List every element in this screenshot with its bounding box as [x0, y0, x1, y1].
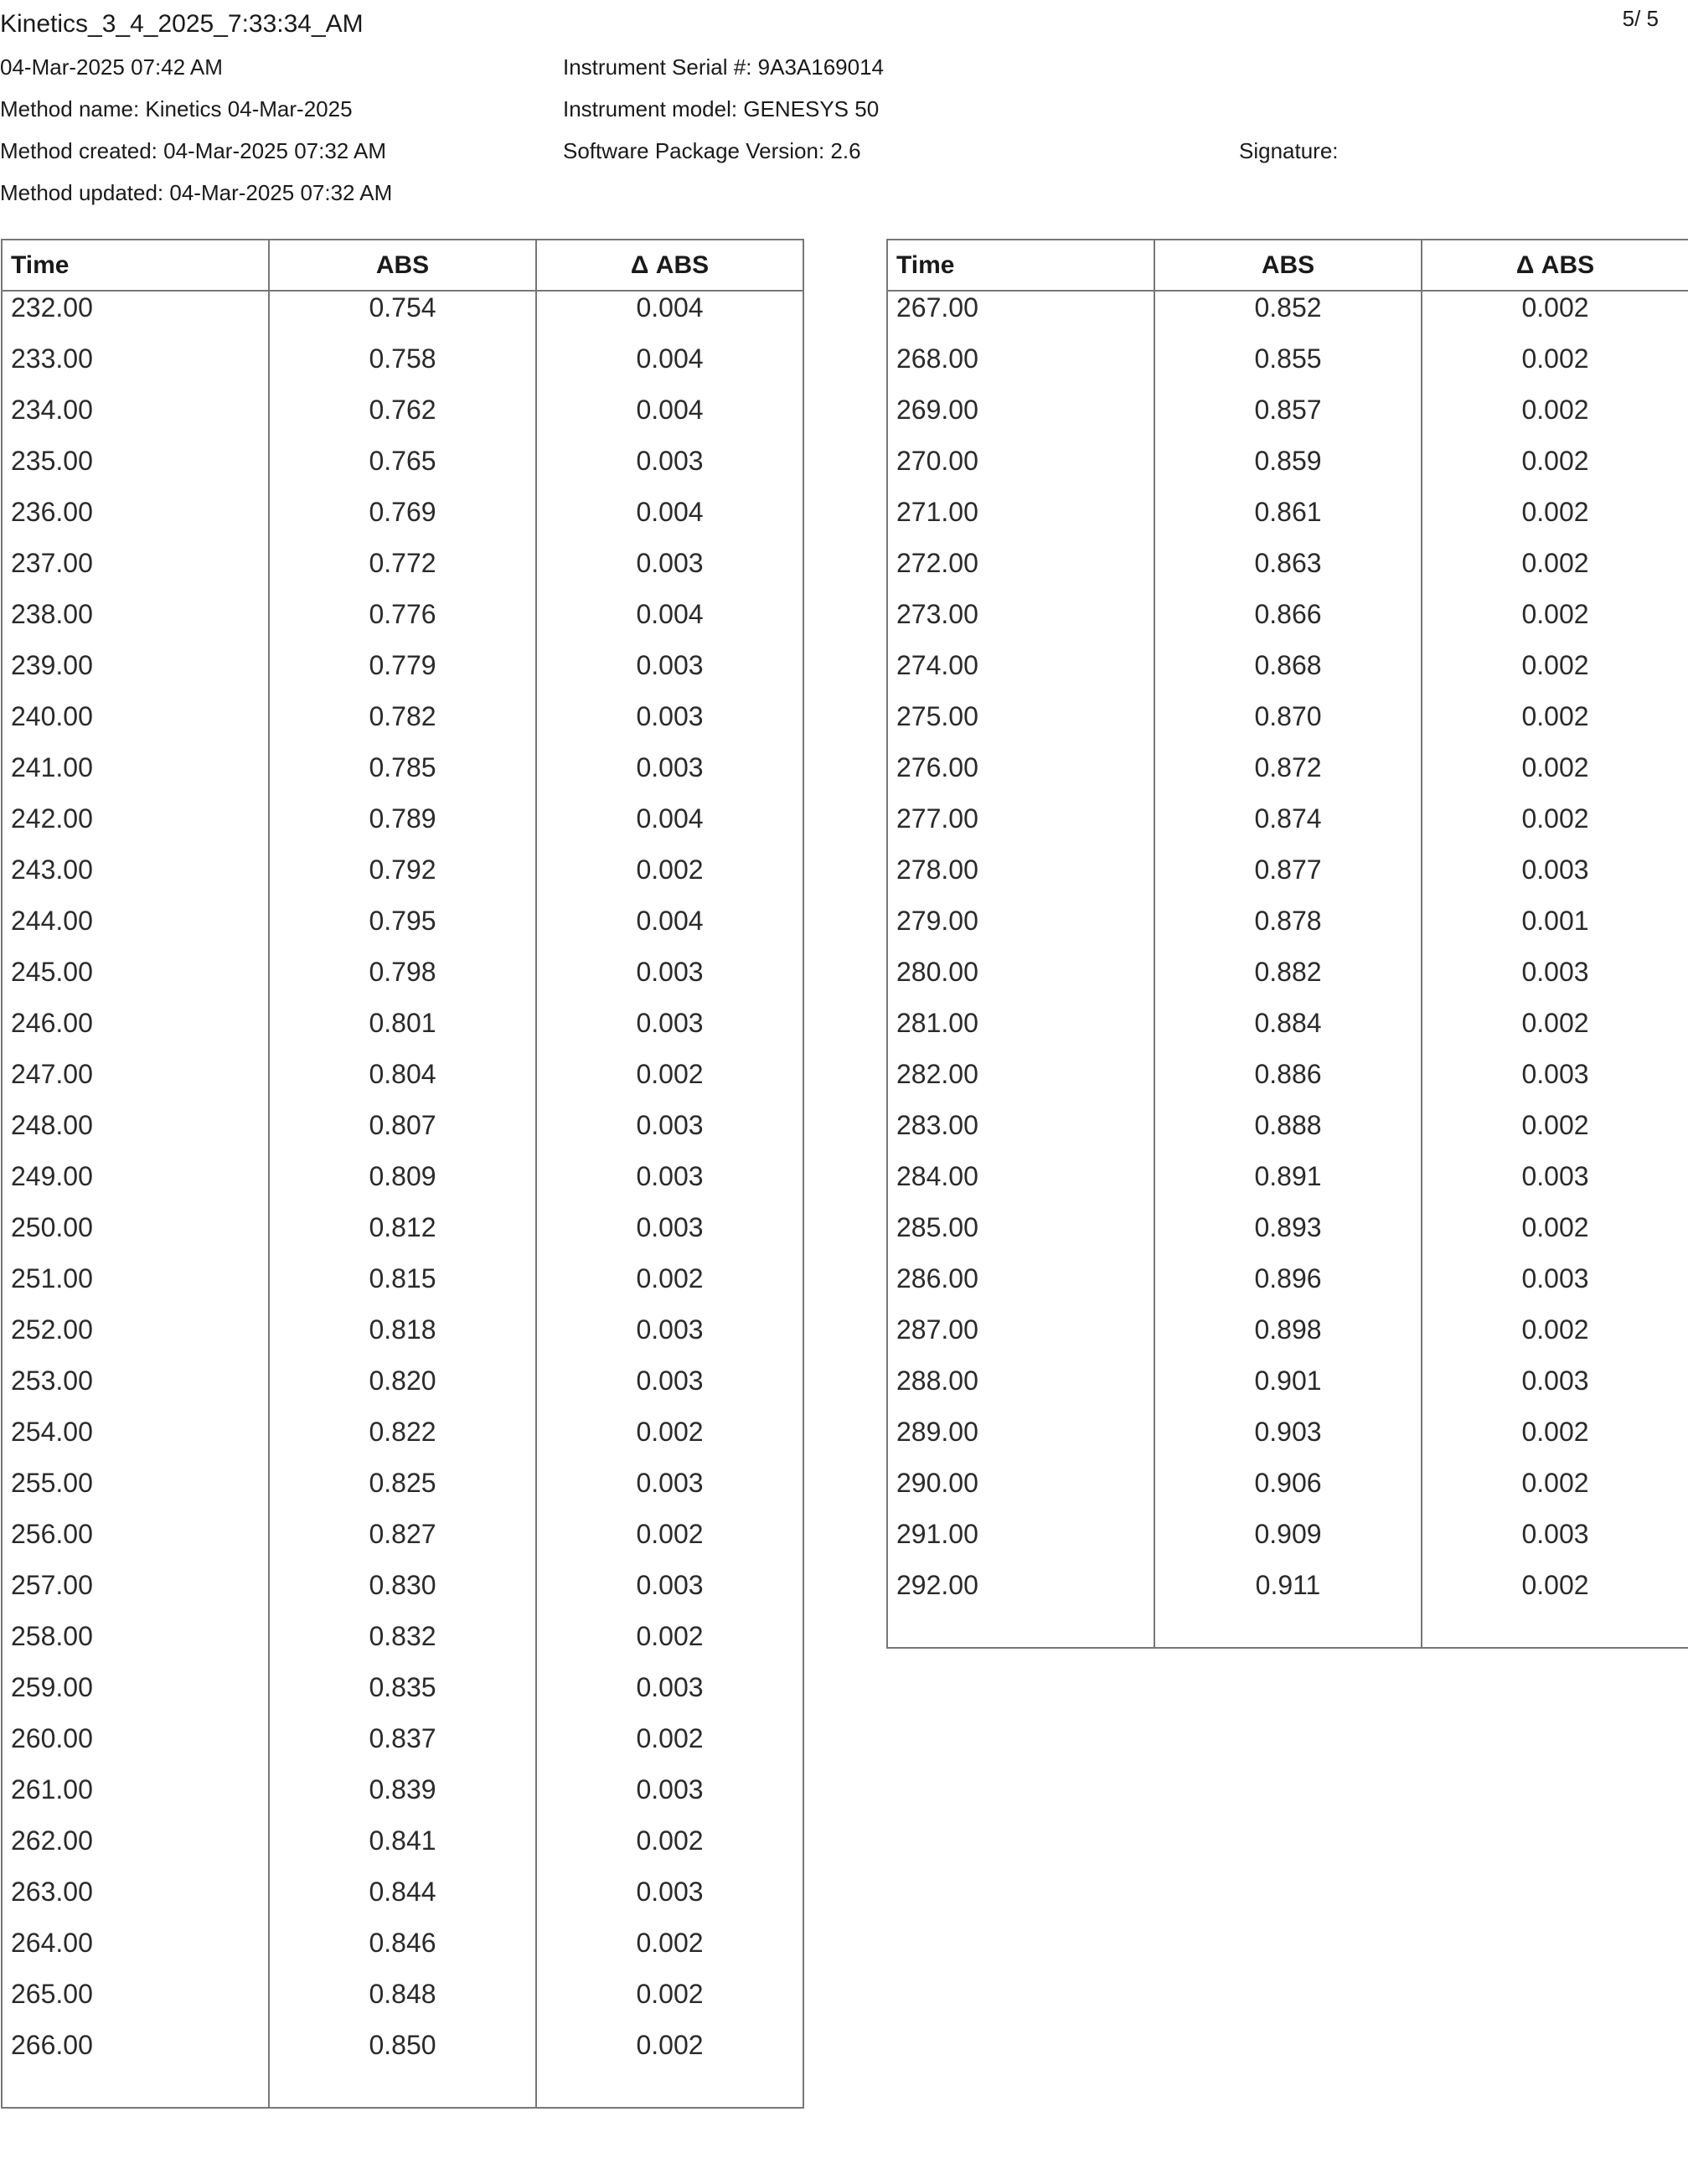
abs-cell: 0.877 — [1154, 854, 1422, 905]
table-row — [2, 1722, 803, 1774]
time-cell: 252.00 — [11, 1314, 93, 1345]
delta-abs-cell: 0.002 — [1422, 1007, 1688, 1058]
abs-cell: 0.792 — [269, 854, 536, 905]
time-cell: 253.00 — [11, 1366, 93, 1396]
table-body-left — [2, 291, 803, 2108]
table-row — [2, 598, 803, 649]
abs-cell: 0.769 — [269, 496, 536, 547]
table-row — [2, 956, 803, 1007]
delta-abs-cell: 0.003 — [536, 1007, 803, 1058]
abs-cell: 0.795 — [269, 905, 536, 956]
time-cell: 247.00 — [11, 1059, 93, 1089]
table-row — [2, 1058, 803, 1109]
delta-abs-cell: 0.002 — [1422, 547, 1688, 598]
time-cell: 241.00 — [11, 752, 93, 782]
table-row — [887, 1160, 1688, 1211]
abs-cell: 0.835 — [269, 1671, 536, 1722]
delta-abs-cell: 0.003 — [536, 1876, 803, 1927]
delta-abs-cell: 0.004 — [536, 394, 803, 445]
time-cell: 274.00 — [896, 650, 978, 680]
table-row — [887, 394, 1688, 445]
delta-abs-cell: 0.002 — [536, 1825, 803, 1876]
abs-cell: 0.866 — [1154, 598, 1422, 649]
time-cell: 290.00 — [896, 1468, 978, 1498]
column-header-abs: ABS — [269, 240, 536, 291]
abs-cell: 0.855 — [1154, 343, 1422, 394]
column-header-delta-abs: Δ ABS — [1422, 240, 1688, 291]
table-row — [2, 291, 803, 343]
time-cell: 273.00 — [896, 599, 978, 629]
method-name: Method name: Kinetics 04-Mar-2025 — [0, 96, 353, 121]
table-row — [2, 751, 803, 803]
time-cell: 269.00 — [896, 395, 978, 425]
delta-abs-cell: 0.002 — [1422, 803, 1688, 854]
table-row — [2, 1518, 803, 1569]
time-cell: 240.00 — [11, 701, 93, 731]
report-timestamp: 04-Mar-2025 07:42 AM — [0, 54, 223, 80]
time-cell: 239.00 — [11, 650, 93, 680]
table-row — [2, 496, 803, 547]
table-row — [887, 854, 1688, 905]
table-row — [2, 1211, 803, 1262]
abs-cell: 0.782 — [269, 700, 536, 751]
delta-abs-cell: 0.002 — [1422, 1211, 1688, 1262]
table-row — [887, 1109, 1688, 1160]
table-row — [2, 1262, 803, 1314]
table-row — [887, 1211, 1688, 1262]
table-row — [2, 445, 803, 496]
delta-abs-cell: 0.002 — [1422, 700, 1688, 751]
table-row — [2, 394, 803, 445]
abs-cell: 0.891 — [1154, 1160, 1422, 1211]
time-cell: 236.00 — [11, 497, 93, 527]
delta-abs-cell: 0.003 — [536, 751, 803, 803]
delta-abs-cell: 0.002 — [536, 1978, 803, 2029]
table-row — [2, 1160, 803, 1211]
delta-abs-cell: 0.004 — [536, 803, 803, 854]
abs-cell: 0.846 — [269, 1927, 536, 1978]
time-cell: 264.00 — [11, 1928, 93, 1958]
delta-abs-cell: 0.002 — [1422, 343, 1688, 394]
table-row — [2, 547, 803, 598]
abs-cell: 0.896 — [1154, 1262, 1422, 1314]
delta-abs-cell: 0.004 — [536, 291, 803, 343]
empty-cell — [887, 1620, 1154, 1648]
table-bottom-padding — [887, 1620, 1688, 1648]
delta-abs-cell: 0.003 — [1422, 1365, 1688, 1416]
delta-abs-cell: 0.004 — [536, 496, 803, 547]
abs-cell: 0.804 — [269, 1058, 536, 1109]
delta-abs-cell: 0.003 — [536, 1467, 803, 1518]
table-row — [887, 803, 1688, 854]
time-cell: 278.00 — [896, 854, 978, 885]
abs-cell: 0.863 — [1154, 547, 1422, 598]
column-header-time: Time — [887, 240, 1154, 291]
delta-abs-cell: 0.002 — [1422, 1467, 1688, 1518]
table-row — [887, 649, 1688, 700]
time-cell: 291.00 — [896, 1519, 978, 1549]
abs-cell: 0.837 — [269, 1722, 536, 1774]
abs-cell: 0.762 — [269, 394, 536, 445]
abs-cell: 0.779 — [269, 649, 536, 700]
delta-abs-cell: 0.003 — [536, 1109, 803, 1160]
time-cell: 283.00 — [896, 1110, 978, 1140]
table-row — [2, 1825, 803, 1876]
abs-cell: 0.776 — [269, 598, 536, 649]
table-row — [2, 1109, 803, 1160]
time-cell: 267.00 — [896, 292, 978, 323]
abs-cell: 0.878 — [1154, 905, 1422, 956]
time-cell: 234.00 — [11, 395, 93, 425]
time-cell: 257.00 — [11, 1570, 93, 1600]
table-row — [887, 956, 1688, 1007]
time-cell: 256.00 — [11, 1519, 93, 1549]
time-cell: 276.00 — [896, 752, 978, 782]
table-row — [887, 751, 1688, 803]
table-row — [2, 1569, 803, 1620]
abs-cell: 0.812 — [269, 1211, 536, 1262]
abs-cell: 0.911 — [1154, 1569, 1422, 1620]
abs-cell: 0.754 — [269, 291, 536, 343]
table-row — [2, 1978, 803, 2029]
abs-cell: 0.888 — [1154, 1109, 1422, 1160]
delta-abs-cell: 0.003 — [536, 1774, 803, 1825]
table-row — [887, 1365, 1688, 1416]
delta-abs-cell: 0.002 — [536, 1620, 803, 1671]
time-cell: 250.00 — [11, 1212, 93, 1242]
abs-cell: 0.815 — [269, 1262, 536, 1314]
time-cell: 245.00 — [11, 957, 93, 987]
table-row — [887, 1518, 1688, 1569]
delta-abs-cell: 0.002 — [536, 854, 803, 905]
delta-abs-cell: 0.002 — [536, 2029, 803, 2080]
abs-cell: 0.758 — [269, 343, 536, 394]
time-cell: 286.00 — [896, 1263, 978, 1293]
time-cell: 272.00 — [896, 548, 978, 578]
time-cell: 261.00 — [11, 1774, 93, 1805]
abs-cell: 0.868 — [1154, 649, 1422, 700]
time-cell: 242.00 — [11, 803, 93, 834]
table-row — [2, 649, 803, 700]
time-cell: 249.00 — [11, 1161, 93, 1191]
delta-abs-cell: 0.003 — [1422, 956, 1688, 1007]
instrument-model: Instrument model: GENESYS 50 — [563, 96, 880, 121]
delta-abs-cell: 0.002 — [1422, 1109, 1688, 1160]
table-row — [887, 496, 1688, 547]
abs-cell: 0.807 — [269, 1109, 536, 1160]
abs-cell: 0.901 — [1154, 1365, 1422, 1416]
delta-abs-cell: 0.003 — [536, 445, 803, 496]
abs-cell: 0.839 — [269, 1774, 536, 1825]
delta-abs-cell: 0.003 — [536, 1569, 803, 1620]
time-cell: 265.00 — [11, 1979, 93, 2009]
abs-cell: 0.857 — [1154, 394, 1422, 445]
time-cell: 232.00 — [11, 292, 93, 323]
abs-cell: 0.850 — [269, 2029, 536, 2080]
time-cell: 270.00 — [896, 446, 978, 476]
table-row — [887, 1314, 1688, 1365]
delta-abs-cell: 0.002 — [536, 1262, 803, 1314]
delta-abs-cell: 0.002 — [536, 1927, 803, 1978]
table-row — [2, 1365, 803, 1416]
abs-cell: 0.906 — [1154, 1467, 1422, 1518]
time-cell: 260.00 — [11, 1723, 93, 1753]
delta-abs-cell: 0.002 — [1422, 1569, 1688, 1620]
abs-cell: 0.830 — [269, 1569, 536, 1620]
abs-cell: 0.886 — [1154, 1058, 1422, 1109]
table-body-right — [887, 291, 1688, 1648]
delta-abs-cell: 0.003 — [1422, 1160, 1688, 1211]
time-cell: 238.00 — [11, 599, 93, 629]
delta-abs-cell: 0.003 — [1422, 1058, 1688, 1109]
table-row — [2, 1620, 803, 1671]
table-row — [2, 1467, 803, 1518]
delta-abs-cell: 0.003 — [536, 1671, 803, 1722]
time-cell: 233.00 — [11, 343, 93, 374]
time-cell: 235.00 — [11, 446, 93, 476]
time-cell: 266.00 — [11, 2030, 93, 2060]
delta-abs-cell: 0.002 — [1422, 598, 1688, 649]
delta-abs-cell: 0.002 — [536, 1722, 803, 1774]
delta-abs-cell: 0.002 — [1422, 291, 1688, 343]
delta-abs-cell: 0.001 — [1422, 905, 1688, 956]
table-row — [887, 1058, 1688, 1109]
abs-cell: 0.903 — [1154, 1416, 1422, 1467]
table-row — [2, 1007, 803, 1058]
abs-cell: 0.859 — [1154, 445, 1422, 496]
delta-abs-cell: 0.002 — [1422, 1314, 1688, 1365]
time-cell: 268.00 — [896, 343, 978, 374]
page-number: 5/ 5 — [1622, 6, 1659, 31]
table-row — [2, 854, 803, 905]
abs-cell: 0.789 — [269, 803, 536, 854]
time-cell: 254.00 — [11, 1417, 93, 1447]
table-row — [887, 547, 1688, 598]
table-row — [887, 1007, 1688, 1058]
delta-abs-cell: 0.003 — [536, 1365, 803, 1416]
delta-abs-cell: 0.004 — [536, 905, 803, 956]
table-row — [887, 1262, 1688, 1314]
empty-cell — [269, 2080, 536, 2108]
abs-cell: 0.898 — [1154, 1314, 1422, 1365]
abs-cell: 0.852 — [1154, 291, 1422, 343]
abs-cell: 0.882 — [1154, 956, 1422, 1007]
time-cell: 288.00 — [896, 1366, 978, 1396]
table-row — [2, 1314, 803, 1365]
time-cell: 282.00 — [896, 1059, 978, 1089]
empty-cell — [536, 2080, 803, 2108]
delta-abs-cell: 0.002 — [536, 1518, 803, 1569]
table-row — [887, 598, 1688, 649]
delta-abs-cell: 0.002 — [536, 1416, 803, 1467]
abs-cell: 0.872 — [1154, 751, 1422, 803]
delta-abs-cell: 0.002 — [1422, 1416, 1688, 1467]
time-cell: 237.00 — [11, 548, 93, 578]
column-header-delta-abs: Δ ABS — [536, 240, 803, 291]
abs-cell: 0.785 — [269, 751, 536, 803]
time-cell: 289.00 — [896, 1417, 978, 1447]
abs-cell: 0.825 — [269, 1467, 536, 1518]
delta-abs-cell: 0.002 — [1422, 496, 1688, 547]
empty-cell — [1154, 1620, 1422, 1648]
abs-cell: 0.848 — [269, 1978, 536, 2029]
delta-abs-cell: 0.002 — [536, 1058, 803, 1109]
time-cell: 279.00 — [896, 906, 978, 936]
delta-abs-cell: 0.003 — [536, 1160, 803, 1211]
abs-cell: 0.844 — [269, 1876, 536, 1927]
delta-abs-cell: 0.002 — [1422, 445, 1688, 496]
abs-cell: 0.893 — [1154, 1211, 1422, 1262]
table-row — [2, 905, 803, 956]
empty-cell — [1422, 1620, 1688, 1648]
table-row — [887, 1416, 1688, 1467]
delta-abs-cell: 0.002 — [1422, 751, 1688, 803]
time-cell: 244.00 — [11, 906, 93, 936]
time-cell: 263.00 — [11, 1877, 93, 1907]
column-header-time: Time — [2, 240, 269, 291]
time-cell: 281.00 — [896, 1008, 978, 1038]
abs-cell: 0.884 — [1154, 1007, 1422, 1058]
abs-cell: 0.765 — [269, 445, 536, 496]
delta-abs-cell: 0.003 — [536, 649, 803, 700]
abs-cell: 0.798 — [269, 956, 536, 1007]
abs-cell: 0.801 — [269, 1007, 536, 1058]
time-cell: 246.00 — [11, 1008, 93, 1038]
delta-abs-cell: 0.003 — [1422, 1262, 1688, 1314]
signature-label: Signature: — [1239, 138, 1339, 163]
instrument-serial: Instrument Serial #: 9A3A169014 — [563, 54, 885, 80]
table-row — [2, 1774, 803, 1825]
time-cell: 243.00 — [11, 854, 93, 885]
delta-abs-cell: 0.004 — [536, 343, 803, 394]
time-cell: 280.00 — [896, 957, 978, 987]
table-row — [2, 1876, 803, 1927]
table-row — [887, 1467, 1688, 1518]
table-bottom-padding — [2, 2080, 803, 2108]
time-cell: 287.00 — [896, 1314, 978, 1345]
delta-abs-cell: 0.003 — [1422, 854, 1688, 905]
data-table-left — [1, 239, 804, 2109]
time-cell: 259.00 — [11, 1672, 93, 1702]
abs-cell: 0.861 — [1154, 496, 1422, 547]
empty-cell — [2, 2080, 269, 2108]
time-cell: 277.00 — [896, 803, 978, 834]
table-row — [887, 445, 1688, 496]
table-row — [2, 1416, 803, 1467]
software-version: Software Package Version: 2.6 — [563, 138, 861, 163]
document-title: Kinetics_3_4_2025_7:33:34_AM — [0, 10, 364, 38]
delta-abs-cell: 0.002 — [1422, 394, 1688, 445]
method-updated: Method updated: 04-Mar-2025 07:32 AM — [0, 180, 393, 205]
time-cell: 271.00 — [896, 497, 978, 527]
abs-cell: 0.827 — [269, 1518, 536, 1569]
delta-abs-cell: 0.002 — [1422, 649, 1688, 700]
time-cell: 248.00 — [11, 1110, 93, 1140]
table-row — [887, 905, 1688, 956]
delta-abs-cell: 0.004 — [536, 598, 803, 649]
table-row — [2, 1671, 803, 1722]
delta-abs-cell: 0.003 — [536, 547, 803, 598]
column-header-abs: ABS — [1154, 240, 1422, 291]
time-cell: 255.00 — [11, 1468, 93, 1498]
table-row — [2, 803, 803, 854]
abs-cell: 0.832 — [269, 1620, 536, 1671]
abs-cell: 0.820 — [269, 1365, 536, 1416]
data-table-right — [886, 239, 1688, 1649]
table-row — [2, 700, 803, 751]
abs-cell: 0.841 — [269, 1825, 536, 1876]
delta-abs-cell: 0.003 — [536, 1211, 803, 1262]
table-row — [887, 700, 1688, 751]
table-row — [2, 2029, 803, 2080]
delta-abs-cell: 0.003 — [536, 956, 803, 1007]
table-header-row — [2, 240, 803, 291]
time-cell: 284.00 — [896, 1161, 978, 1191]
delta-abs-cell: 0.003 — [536, 700, 803, 751]
time-cell: 251.00 — [11, 1263, 93, 1293]
table-row — [2, 1927, 803, 1978]
table-header-row — [887, 240, 1688, 291]
table-row — [887, 291, 1688, 343]
time-cell: 292.00 — [896, 1570, 978, 1600]
table-row — [887, 1569, 1688, 1620]
abs-cell: 0.772 — [269, 547, 536, 598]
method-created: Method created: 04-Mar-2025 07:32 AM — [0, 138, 387, 163]
time-cell: 258.00 — [11, 1621, 93, 1651]
table-row — [887, 343, 1688, 394]
delta-abs-cell: 0.003 — [1422, 1518, 1688, 1569]
abs-cell: 0.874 — [1154, 803, 1422, 854]
time-cell: 285.00 — [896, 1212, 978, 1242]
delta-abs-cell: 0.003 — [536, 1314, 803, 1365]
abs-cell: 0.870 — [1154, 700, 1422, 751]
table-row — [2, 343, 803, 394]
abs-cell: 0.909 — [1154, 1518, 1422, 1569]
abs-cell: 0.818 — [269, 1314, 536, 1365]
abs-cell: 0.822 — [269, 1416, 536, 1467]
abs-cell: 0.809 — [269, 1160, 536, 1211]
time-cell: 262.00 — [11, 1825, 93, 1856]
time-cell: 275.00 — [896, 701, 978, 731]
